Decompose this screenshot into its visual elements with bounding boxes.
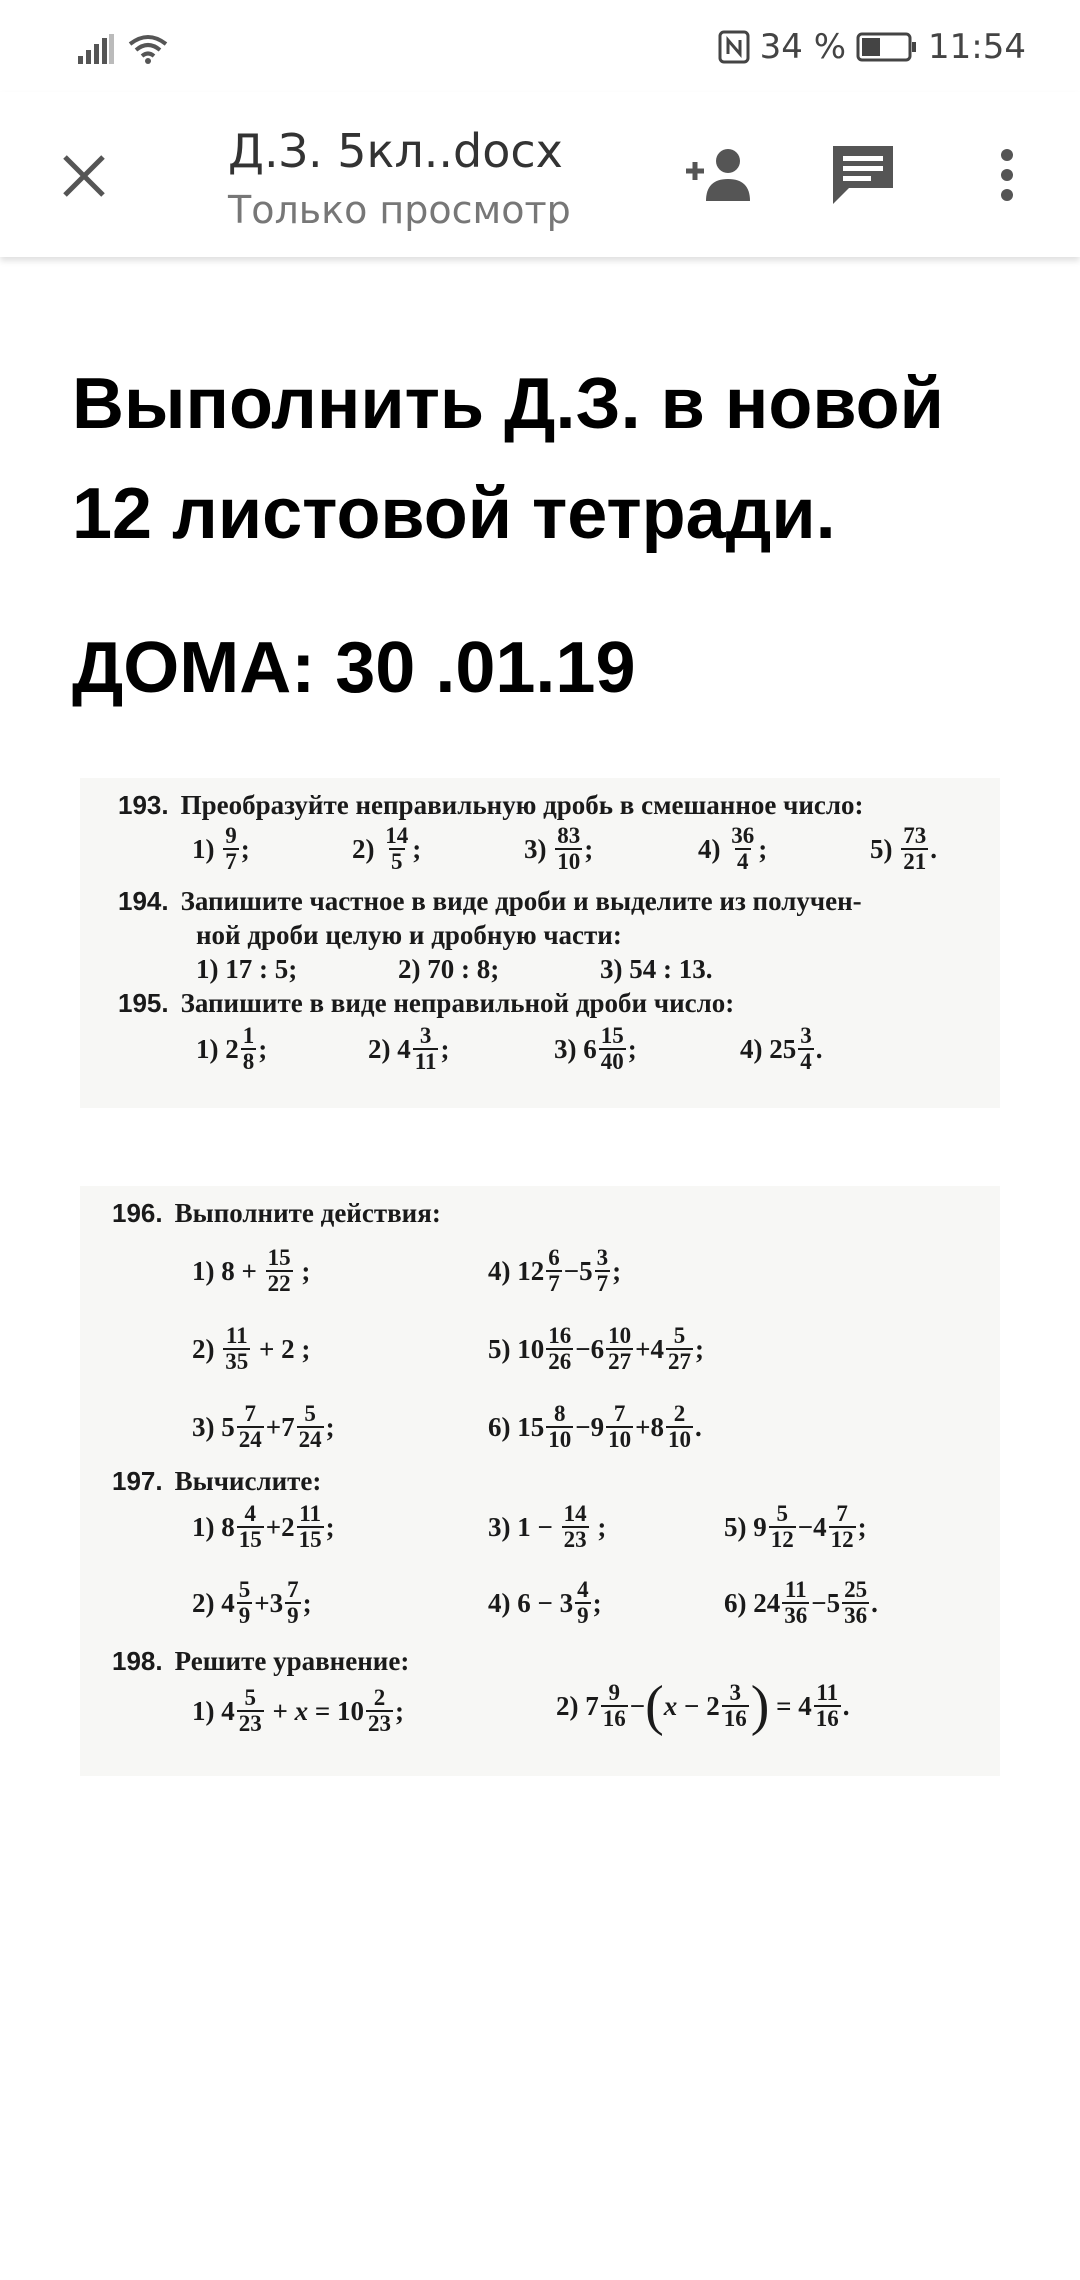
fraction: $\frac{14}{5}$ [385, 823, 409, 875]
item-194-2: 2) 70 : 8; [398, 954, 500, 984]
fraction: $\frac{11}{16}$ [815, 1679, 839, 1731]
add-person-icon [682, 145, 754, 205]
problem-number: 193. [118, 790, 169, 820]
nfc-icon [718, 30, 750, 64]
fraction: $\frac{5}{27}$ [668, 1323, 692, 1375]
problem-196-header [112, 1198, 441, 1229]
problem-number: 198. [112, 1646, 163, 1676]
problem-text: Преобразуйте неправильную дробь в смешанное число: [180, 790, 864, 820]
fraction: $\frac{15}{22}$ [267, 1245, 291, 1297]
problem-number: 194. [118, 886, 169, 916]
fraction: $\frac{3}{16}$ [723, 1679, 747, 1731]
fraction: $\frac{7}{9}$ [287, 1577, 299, 1629]
item-194-3: 3) 54 : 13. [600, 954, 713, 984]
close-button[interactable] [52, 144, 116, 208]
fraction: $\frac{83}{10}$ [557, 823, 581, 875]
fraction: $\frac{5}{12}$ [770, 1501, 794, 1553]
battery-icon [856, 32, 918, 62]
item-194-1: 1) 17 : 5; [196, 954, 298, 984]
app-toolbar [0, 92, 1080, 257]
fraction: $\frac{4}{9}$ [577, 1577, 589, 1629]
item-198-1: 1) 4 $\frac{5}{23}$ + x = 10 $\frac{2}{23}$ ; [192, 1685, 405, 1737]
fraction: $\frac{7}{10}$ [608, 1401, 632, 1453]
fraction: $\frac{14}{23}$ [563, 1501, 587, 1553]
problem-text: Запишите частное в виде дроби и выделите из получен- [180, 886, 862, 916]
problem-number: 196. [112, 1198, 163, 1228]
item-196-6: 6) 15 $\frac{8}{10}$ − 9 $\frac{7}{10}$ + 8 $\frac{2}{10}$ . [488, 1401, 702, 1453]
item-193-3: 3) $\frac{83}{10}$ ; [524, 823, 594, 875]
problem-text: Запишите в виде неправильной дроби число: [180, 988, 735, 1018]
fraction: $\frac{11}{35}$ [225, 1323, 249, 1375]
heading-line-2: 12 листовой тетради. [72, 474, 836, 554]
fraction: $\frac{6}{7}$ [548, 1245, 560, 1297]
fraction: $\frac{16}{26}$ [548, 1323, 572, 1375]
share-button[interactable] [678, 140, 758, 210]
fraction: $\frac{25}{36}$ [844, 1577, 868, 1629]
view-only-label: Только просмотр [228, 188, 571, 232]
due-date-label: ДОМА: 30 .01.19 [72, 628, 636, 708]
item-196-1: 1) 8 + $\frac{15}{22}$ ; [192, 1245, 311, 1297]
problem-193-header [118, 790, 864, 821]
fraction: $\frac{11}{36}$ [784, 1577, 808, 1629]
status-right [718, 22, 1026, 72]
item-197-4: 4) 6 − 3 $\frac{4}{9}$ ; [488, 1577, 602, 1629]
status-bar [0, 0, 1080, 92]
textbook-scan-2 [80, 1186, 1000, 1776]
fraction: $\frac{5}{9}$ [238, 1577, 251, 1629]
fraction: $\frac{2}{10}$ [668, 1401, 692, 1453]
item-193-5: 5) $\frac{73}{21}$ . [870, 823, 937, 875]
item-193-4: 4) $\frac{36}{4}$ ; [698, 823, 768, 875]
item-196-5: 5) 10 $\frac{16}{26}$ − 6 $\frac{10}{27}$ + 4 $\frac{5}{27}$ ; [488, 1323, 705, 1375]
item-197-5: 5) 9 $\frac{5}{12}$ − 4 $\frac{7}{12}$ ; [724, 1501, 867, 1553]
fraction: $\frac{11}{15}$ [298, 1501, 322, 1553]
problem-194-text-cont: ной дроби целую и дробную части: [196, 920, 622, 950]
item-195-1: 1) 2 $\frac{1}{8}$ ; [196, 1023, 268, 1075]
clock: 11:54 [928, 27, 1026, 67]
fraction: $\frac{7}{12}$ [830, 1501, 854, 1553]
comments-button[interactable] [826, 140, 900, 210]
fraction: $\frac{4}{15}$ [238, 1501, 262, 1553]
battery-percent: 34 % [759, 27, 847, 67]
heading-line-1: Выполнить Д.З. в новой [72, 364, 944, 444]
fraction: $\frac{73}{21}$ [903, 823, 927, 875]
item-198-2: 2) 7 $\frac{9}{16}$ − ( x − 2 $\frac{3}{16}$ ) = 4 $\frac{11}{16}$ . [556, 1675, 850, 1737]
problem-197-header [112, 1466, 321, 1497]
item-193-2: 2) $\frac{14}{5}$ ; [352, 823, 422, 875]
fraction: $\frac{5}{24}$ [298, 1401, 322, 1453]
problem-text: Выполните действия: [174, 1198, 441, 1228]
item-197-3: 3) 1 − $\frac{14}{23}$ ; [488, 1501, 607, 1553]
fraction: $\frac{2}{23}$ [368, 1685, 392, 1737]
item-197-1: 1) 8 $\frac{4}{15}$ + 2 $\frac{11}{15}$ ; [192, 1501, 335, 1553]
problem-195-header [118, 988, 734, 1019]
problem-198-header [112, 1646, 409, 1677]
fraction: $\frac{3}{7}$ [596, 1245, 609, 1297]
problem-number: 195. [118, 988, 169, 1018]
item-197-6: 6) 24 $\frac{11}{36}$ − 5 $\frac{25}{36}$ . [724, 1577, 878, 1629]
fraction: $\frac{15}{40}$ [600, 1023, 624, 1075]
wifi-icon [128, 34, 168, 64]
problem-text: Вычислите: [174, 1466, 322, 1496]
more-vert-icon [1000, 148, 1014, 202]
document-title: Д.З. 5кл..docx [228, 124, 563, 178]
problem-number: 197. [112, 1466, 163, 1496]
item-196-3: 3) 5 $\frac{7}{24}$ + 7 $\frac{5}{24}$ ; [192, 1401, 335, 1453]
fraction: $\frac{3}{11}$ [414, 1023, 437, 1075]
item-195-2: 2) 4 $\frac{3}{11}$ ; [368, 1023, 450, 1075]
problem-194-header [118, 886, 862, 917]
fraction: $\frac{5}{23}$ [238, 1685, 262, 1737]
fraction: $\frac{9}{16}$ [602, 1679, 626, 1731]
fraction: $\frac{36}{4}$ [731, 823, 755, 875]
item-197-2: 2) 4 $\frac{5}{9}$ + 3 $\frac{7}{9}$ ; [192, 1577, 312, 1629]
fraction: $\frac{1}{8}$ [242, 1023, 255, 1075]
item-195-4: 4) 25 $\frac{3}{4}$ . [740, 1023, 823, 1075]
fraction: $\frac{7}{24}$ [238, 1401, 262, 1453]
item-196-2: 2) $\frac{11}{35}$ + 2 ; [192, 1323, 311, 1375]
item-193-1: 1) $\frac{9}{7}$ ; [192, 823, 250, 875]
close-icon [61, 153, 107, 199]
fraction: $\frac{8}{10}$ [548, 1401, 572, 1453]
textbook-scan-1 [80, 778, 1000, 1108]
fraction: $\frac{10}{27}$ [608, 1323, 632, 1375]
fraction: $\frac{9}{7}$ [225, 823, 237, 875]
fraction: $\frac{3}{4}$ [800, 1023, 812, 1075]
comment-icon [831, 144, 895, 206]
problem-text: Решите уравнение: [174, 1646, 410, 1676]
signal-icon [78, 34, 114, 64]
status-left [78, 24, 168, 64]
more-options-button[interactable] [982, 140, 1032, 210]
item-196-4: 4) 12 $\frac{6}{7}$ − 5 $\frac{3}{7}$ ; [488, 1245, 622, 1297]
item-195-3: 3) 6 $\frac{15}{40}$ ; [554, 1023, 637, 1075]
